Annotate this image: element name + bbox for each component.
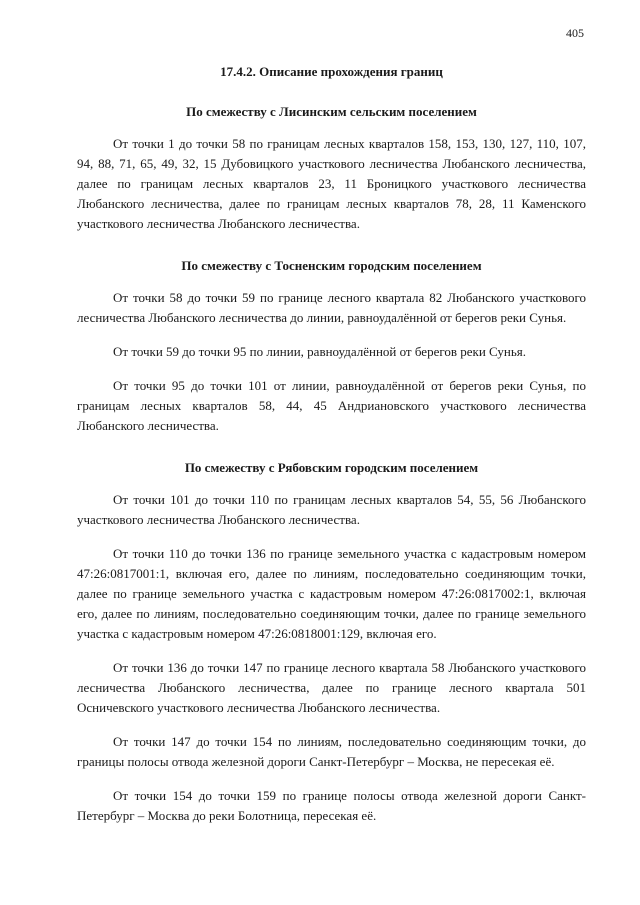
subsection-title-tosnensky: По смежеству с Тосненским городским поселением (181, 258, 482, 273)
paragraph: От точки 110 до точки 136 по границе земельного участка с кадастровым номером 47:26:0817001:1, включая его, далее по линиям, последовательно соединяющим точки, далее по границе земельного участка с кадастровым номером 47:26:0817002:1, включая его, далее по линиям, последовательно соединяющим точки, далее по границе земельного участка с кадастровым номером 47:26:0818001:129, включая его. (77, 546, 586, 641)
paragraph: От точки 1 до точки 58 по границам лесных кварталов 158, 153, 130, 127, 110, 107, 94, 88, 71, 65, 49, 32, 15 Дубовицкого участкового лесничества Любанского лесничества, далее по границам лесных кварталов 23, 11 Броницкого участкового лесничества Любанского лесничества, далее по границам лесных кварталов 78, 28, 11 Каменского участкового лесничества Любанского лесничества. (77, 136, 586, 231)
paragraph: От точки 58 до точки 59 по границе лесного квартала 82 Любанского участкового лесничества Любанского лесничества до линии, равноудалённой от берегов реки Сунья. (77, 290, 586, 325)
paragraph: От точки 95 до точки 101 от линии, равноудалённой от берегов реки Сунья, по границам лесных кварталов 58, 44, 45 Андриановского участкового лесничества Любанского лесничества. (77, 378, 586, 433)
paragraph: От точки 154 до точки 159 по границе полосы отвода железной дороги Санкт-Петербург – Москва до реки Болотница, пересекая её. (77, 788, 586, 823)
page-number: 405 (566, 26, 584, 40)
subsection-title-lisinsky: По смежеству с Лисинским сельским поселением (186, 104, 477, 119)
paragraph: От точки 59 до точки 95 по линии, равноудалённой от берегов реки Сунья. (113, 344, 526, 359)
paragraph: От точки 147 до точки 154 по линиям, последовательно соединяющим точки, до границы полосы отвода железной дороги Санкт-Петербург – Москва, не пересекая её. (77, 734, 586, 769)
section-heading: 17.4.2. Описание прохождения границ (220, 64, 443, 79)
document-body (77, 64, 586, 840)
paragraph: От точки 101 до точки 110 по границам лесных кварталов 54, 55, 56 Любанского участкового лесничества Любанского лесничества. (77, 492, 586, 527)
paragraph: От точки 136 до точки 147 по границе лесного квартала 58 Любанского участкового лесничества Любанского лесничества, далее по границе лесного квартала 501 Осничевского участкового лесничества Любанского лесничества. (77, 660, 586, 715)
subsection-title-ryabovsky: По смежеству с Рябовским городским поселением (184, 460, 479, 475)
